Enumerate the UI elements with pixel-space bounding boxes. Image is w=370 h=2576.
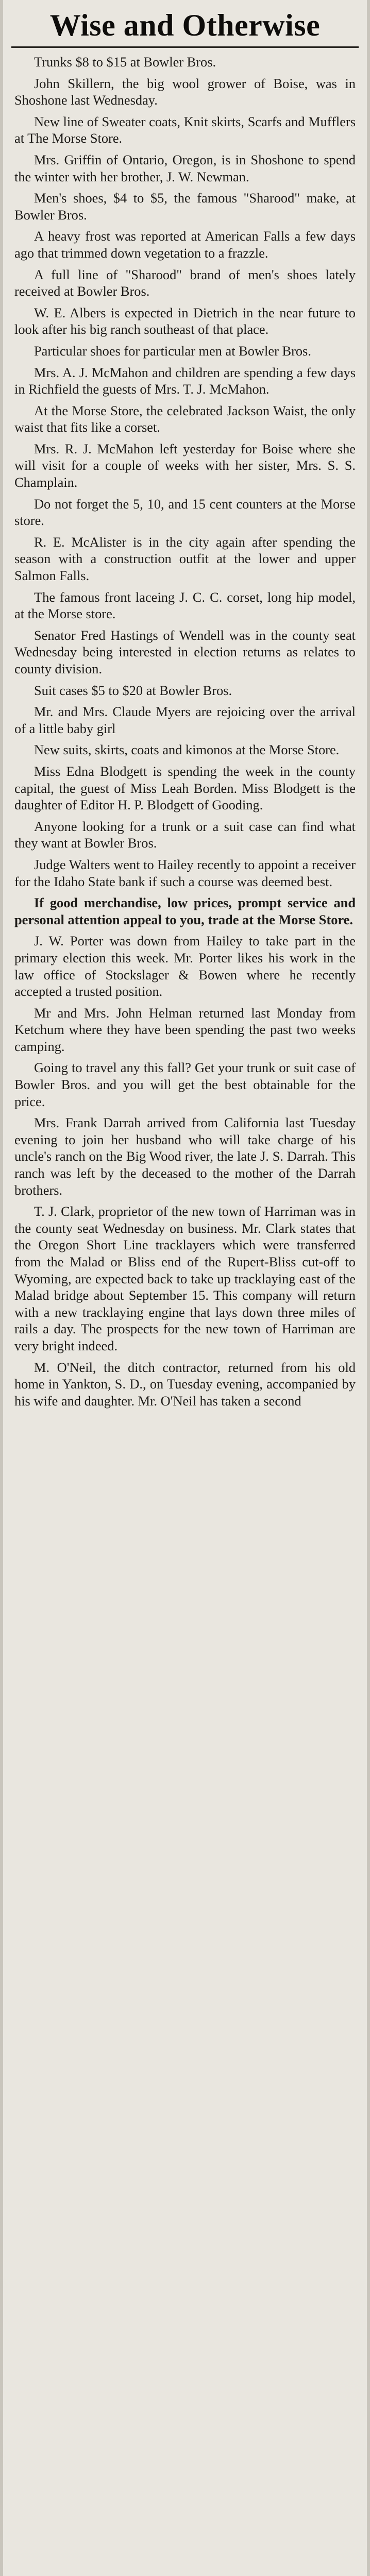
news-item: If good merchandise, low prices, prompt service and personal attention appeal to you, trade at the Morse Store. xyxy=(14,895,356,927)
news-item: Mrs. Griffin of Ontario, Oregon, is in Shoshone to spend the winter with her brother, J. W. Newman. xyxy=(14,151,356,184)
headline-rule xyxy=(11,46,359,48)
news-item: Men's shoes, $4 to $5, the famous "Sharood" make, at Bowler Bros. xyxy=(14,190,356,223)
news-item: Mr and Mrs. John Helman returned last Monday from Ketchum where they have been spending the past two weeks camping. xyxy=(14,1005,356,1054)
news-item: A heavy frost was reported at American Falls a few days ago that trimmed down vegetation to a frazzle. xyxy=(14,228,356,261)
news-item: Judge Walters went to Hailey recently to appoint a receiver for the Idaho State bank if such a course was deemed best. xyxy=(14,856,356,889)
news-item: Mr. and Mrs. Claude Myers are rejoicing over the arrival of a little baby girl xyxy=(14,704,356,736)
news-item: T. J. Clark, proprietor of the new town of Harriman was in the county seat Wednesday on business. Mr. Clark states that the Oregon Short Line tracklayers which were transferred from the Malad or Bliss end of the Rupert-Bliss cut-off to Wyoming, are expected back to take up tracklaying east of the Malad bridge about September 15. This company will return with a new tracklaying engine that lays down three miles of rails a day. The prospects for the new town of Harriman are very bright indeed. xyxy=(14,1204,356,1353)
news-item: John Skillern, the big wool grower of Boise, was in Shoshone last Wednesday. xyxy=(14,75,356,108)
news-item: Mrs. A. J. McMahon and children are spending a few days in Richfield the guests of Mrs. T. J. McMahon. xyxy=(14,364,356,397)
news-item: At the Morse Store, the celebrated Jackson Waist, the only waist that fits like a corset. xyxy=(14,402,356,435)
news-item: Anyone looking for a trunk or a suit case can find what they want at Bowler Bros. xyxy=(14,818,356,851)
news-item: Mrs. R. J. McMahon left yesterday for Boise where she will visit for a couple of weeks with her sister, Mrs. S. S. Champlain. xyxy=(14,440,356,490)
news-item: Going to travel any this fall? Get your trunk or suit case of Bowler Bros. and you will get the best obtainable for the price. xyxy=(14,1060,356,1109)
news-item: New line of Sweater coats, Knit skirts, Scarfs and Mufflers at The Morse Store. xyxy=(14,113,356,146)
news-item: Particular shoes for particular men at Bowler Bros. xyxy=(34,343,311,359)
news-item: Miss Edna Blodgett is spending the week in the county capital, the guest of Miss Leah Borden. Miss Blodgett is the daughter of Editor H. P. Blodgett of Gooding. xyxy=(14,763,356,813)
news-item: J. W. Porter was down from Hailey to take part in the primary election this week. Mr. Porter likes his work in the law office of Stockslager & Bowen where he recently accepted a trusted position. xyxy=(14,933,356,999)
news-item: R. E. McAlister is in the city again after spending the season with a construction outfit at the lower and upper Salmon Falls. xyxy=(14,534,356,584)
news-item: Senator Fred Hastings of Wendell was in the county seat Wednesday being interested in election returns as relates to county division. xyxy=(14,627,356,676)
news-item: M. O'Neil, the ditch contractor, returned from his old home in Yankton, S. D., on Tuesday evening, accompanied by his wife and daughter. Mr. O'Neil has taken a second xyxy=(14,1359,356,1409)
column-headline: Wise and Otherwise xyxy=(49,8,321,42)
news-item: The famous front laceing J. C. C. corset, long hip model, at the Morse store. xyxy=(14,589,356,622)
news-item: Suit cases $5 to $20 at Bowler Bros. xyxy=(34,682,232,698)
news-item: New suits, skirts, coats and kimonos at the Morse Store. xyxy=(34,742,340,758)
news-item: W. E. Albers is expected in Dietrich in the near future to look after his big ranch southeast of that place. xyxy=(14,304,356,337)
news-item: Do not forget the 5, 10, and 15 cent counters at the Morse store. xyxy=(14,496,356,529)
news-items xyxy=(14,52,356,1412)
news-item: Mrs. Frank Darrah arrived from California last Tuesday evening to join her husband who will take charge of his uncle's ranch on the Big Wood river, the late J. S. Darrah. This ranch was left by the deceased to the mother of the Darrah brothers. xyxy=(14,1115,356,1198)
newspaper-column xyxy=(3,0,367,2576)
news-item: A full line of "Sharood" brand of men's shoes lately received at Bowler Bros. xyxy=(14,266,356,299)
news-item: Trunks $8 to $15 at Bowler Bros. xyxy=(34,54,216,70)
